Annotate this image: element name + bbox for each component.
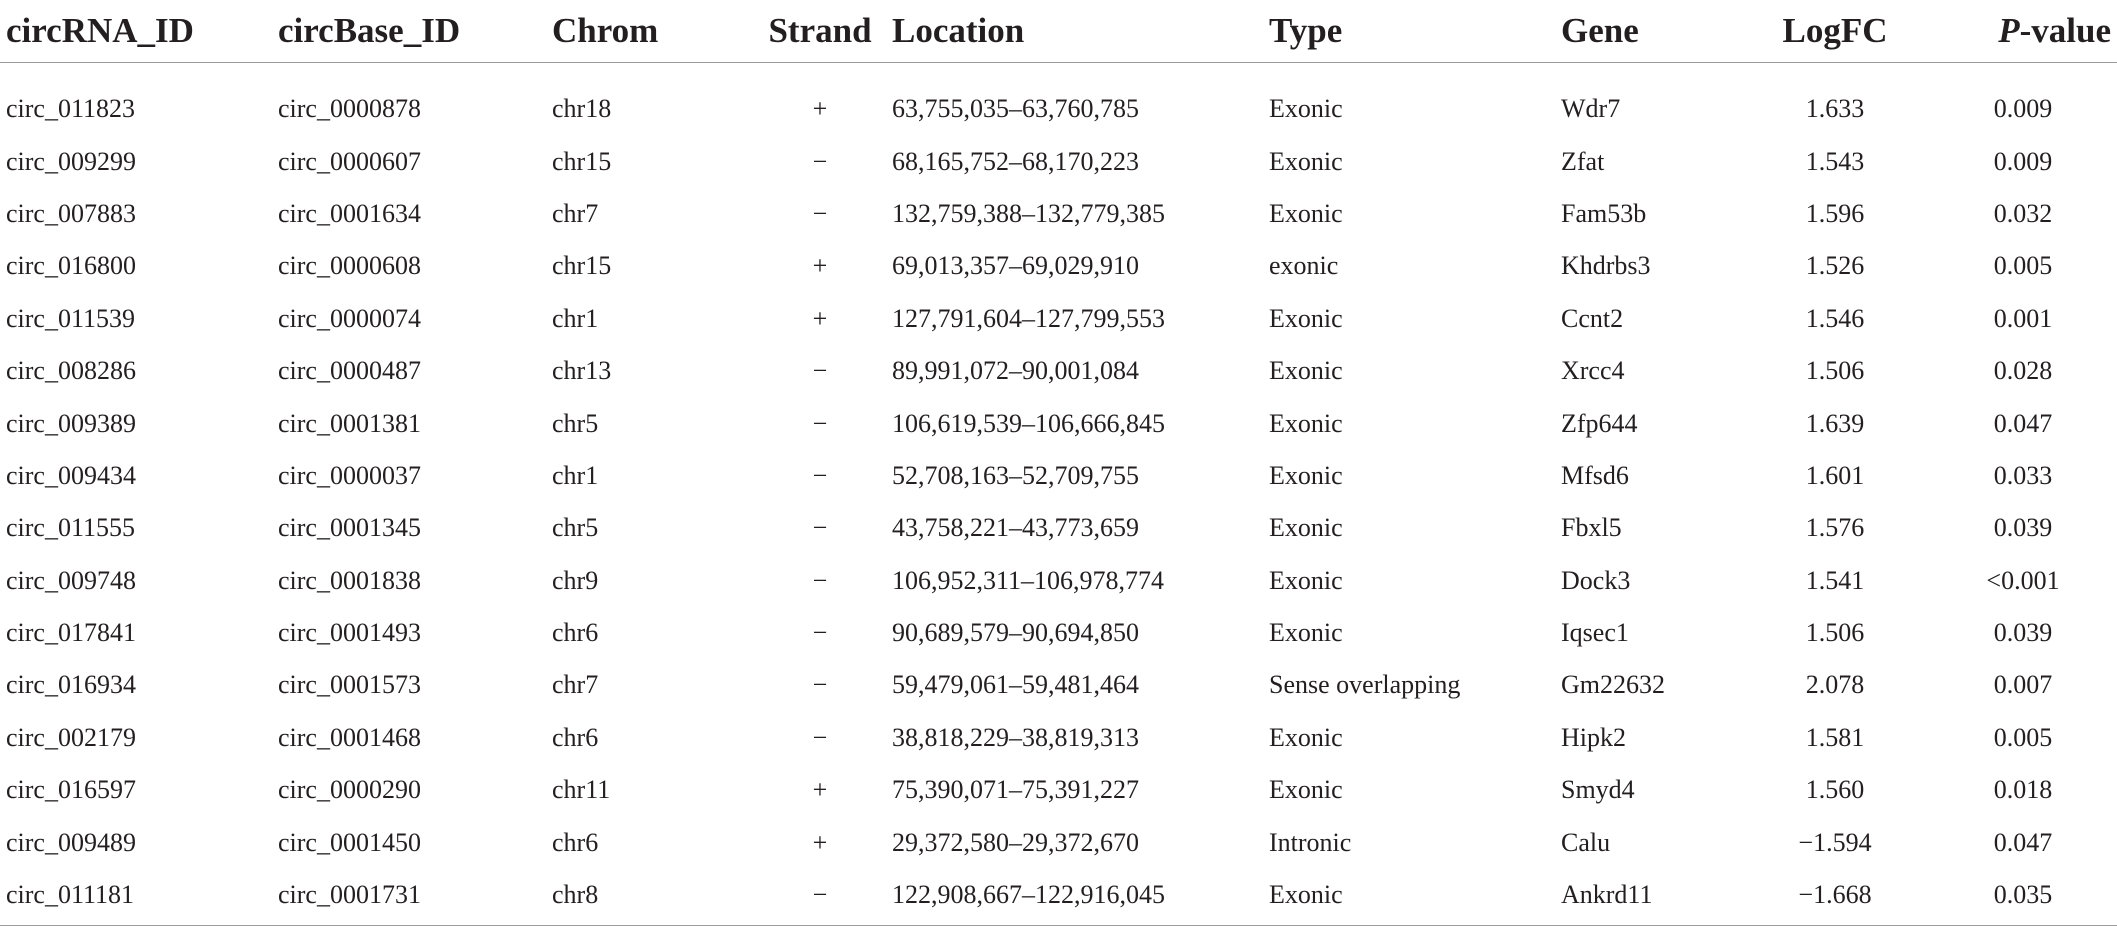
cell-location: 63,755,035–63,760,785 (892, 94, 1139, 124)
cell-type: Exonic (1269, 618, 1343, 648)
cell-circrna-id: circ_011823 (6, 94, 135, 124)
cell-circrna-id: circ_009299 (6, 146, 136, 176)
cell-pvalue: 0.018 (1993, 775, 2053, 805)
cell-strand: + (812, 775, 828, 805)
cell-logfc: 1.596 (1805, 198, 1865, 228)
table-row (0, 293, 2117, 345)
table-row (0, 712, 2117, 764)
header-strand: Strand (748, 0, 892, 63)
cell-gene: Hipk2 (1561, 722, 1626, 752)
cell-circbase-id: circ_0001838 (278, 565, 421, 595)
cell-gene: Zfat (1561, 146, 1605, 176)
cell-chrom: chr18 (552, 94, 612, 124)
table-row (0, 816, 2117, 868)
header-gene: Gene (1561, 0, 1741, 63)
cell-type: Exonic (1269, 775, 1343, 805)
cell-circrna-id: circ_009389 (6, 408, 136, 438)
cell-pvalue: 0.035 (1929, 869, 2117, 926)
header-pvalue-italic: P (1998, 11, 2020, 50)
table-row (0, 345, 2117, 397)
cell-type: Exonic (1269, 408, 1343, 438)
header-type: Type (1269, 0, 1561, 63)
cell-logfc: 1.581 (1805, 722, 1865, 752)
cell-location: 59,479,061–59,481,464 (892, 670, 1139, 700)
cell-chrom: chr1 (552, 303, 599, 333)
cell-logfc: 2.078 (1805, 670, 1865, 700)
cell-gene: Mfsd6 (1561, 460, 1629, 490)
cell-location: 69,013,357–69,029,910 (892, 251, 1139, 281)
cell-chrom: chr1 (552, 460, 599, 490)
cell-chrom: chr13 (552, 356, 612, 386)
cell-strand: − (812, 513, 828, 543)
cell-logfc: 1.601 (1805, 460, 1865, 490)
cell-gene: Iqsec1 (1561, 618, 1629, 648)
cell-pvalue: 0.028 (1993, 356, 2053, 386)
cell-gene: Ccnt2 (1561, 303, 1624, 333)
cell-chrom: chr5 (552, 513, 599, 543)
header-circrna-id: circRNA_ID (0, 0, 278, 63)
cell-gene: Fam53b (1561, 198, 1647, 228)
cell-circbase-id: circ_0001493 (278, 618, 421, 648)
cell-type: Exonic (1269, 356, 1343, 386)
cell-pvalue: 0.001 (1993, 303, 2053, 333)
cell-chrom: chr11 (552, 775, 611, 805)
table-row (0, 764, 2117, 816)
table-row (0, 188, 2117, 240)
cell-circrna-id: circ_016597 (6, 775, 136, 805)
header-logfc: LogFC (1741, 0, 1929, 63)
header-row (0, 0, 2117, 63)
cell-circrna-id: circ_011181 (0, 869, 278, 926)
cell-chrom: chr9 (552, 565, 599, 595)
cell-chrom: chr5 (552, 408, 599, 438)
cell-gene: Calu (1561, 827, 1611, 857)
cell-circrna-id: circ_011555 (6, 513, 135, 543)
cell-location: 75,390,071–75,391,227 (892, 775, 1139, 805)
cell-pvalue: 0.009 (1993, 146, 2053, 176)
cell-strand: − (812, 146, 828, 176)
cell-location: 106,952,311–106,978,774 (892, 565, 1165, 595)
cell-circrna-id: circ_007883 (6, 198, 136, 228)
cell-location: 29,372,580–29,372,670 (892, 827, 1139, 857)
table-row (0, 135, 2117, 187)
cell-circbase-id: circ_0000878 (278, 94, 421, 124)
cell-type: Exonic (1269, 460, 1343, 490)
cell-location: 90,689,579–90,694,850 (892, 618, 1139, 648)
cell-circbase-id: circ_0001450 (278, 827, 421, 857)
header-pvalue-rest: -value (2019, 11, 2111, 50)
table-header (0, 0, 2117, 63)
table-body (0, 63, 2117, 926)
cell-gene: Zfp644 (1561, 408, 1638, 438)
cell-chrom: chr6 (552, 618, 599, 648)
cell-location: 127,791,604–127,799,553 (892, 303, 1165, 333)
cell-strand: − (812, 618, 828, 648)
cell-circbase-id: circ_0000607 (278, 146, 421, 176)
cell-circrna-id: circ_017841 (6, 618, 136, 648)
cell-circrna-id: circ_009434 (6, 460, 136, 490)
cell-circbase-id: circ_0000037 (278, 460, 421, 490)
cell-chrom: chr15 (552, 146, 612, 176)
cell-strand: − (812, 356, 828, 386)
cell-gene: Ankrd11 (1561, 869, 1741, 926)
cell-type: Exonic (1269, 722, 1343, 752)
cell-strand: − (812, 565, 828, 595)
cell-strand: − (812, 408, 828, 438)
cell-gene: Wdr7 (1561, 94, 1621, 124)
cell-chrom: chr6 (552, 827, 599, 857)
cell-circrna-id: circ_016934 (6, 670, 136, 700)
cell-strand: + (812, 251, 828, 281)
cell-logfc: 1.639 (1805, 408, 1865, 438)
cell-type: Intronic (1269, 827, 1352, 857)
cell-type: Exonic (1269, 146, 1343, 176)
cell-strand: − (812, 198, 828, 228)
cell-gene: Fbxl5 (1561, 513, 1622, 543)
table-row (0, 607, 2117, 659)
cell-strand: + (812, 94, 828, 124)
header-location: Location (892, 0, 1269, 63)
cell-strand: − (812, 460, 828, 490)
cell-logfc: 1.576 (1805, 513, 1865, 543)
cell-type: Sense overlapping (1269, 670, 1461, 700)
cell-circbase-id: circ_0001381 (278, 408, 421, 438)
cell-circbase-id: circ_0001468 (278, 722, 421, 752)
cell-chrom: chr7 (552, 670, 599, 700)
table-row (0, 555, 2117, 607)
cell-logfc: 1.546 (1805, 303, 1865, 333)
cell-strand: − (812, 722, 828, 752)
cell-location: 122,908,667–122,916,045 (892, 869, 1269, 926)
cell-type: Exonic (1269, 198, 1343, 228)
cell-gene: Gm22632 (1561, 670, 1665, 700)
header-chrom: Chrom (552, 0, 748, 63)
cell-gene: Xrcc4 (1561, 356, 1625, 386)
cell-pvalue: 0.009 (1993, 94, 2053, 124)
cell-pvalue: 0.005 (1993, 722, 2053, 752)
cell-strand: + (812, 303, 828, 333)
cell-chrom: chr15 (552, 251, 612, 281)
header-circbase-id: circBase_ID (278, 0, 552, 63)
cell-strand: + (812, 827, 828, 857)
cell-pvalue: 0.032 (1993, 198, 2053, 228)
cell-logfc: 1.633 (1805, 94, 1865, 124)
cell-logfc: −1.668 (1741, 869, 1929, 926)
cell-chrom: chr6 (552, 722, 599, 752)
cell-pvalue: 0.047 (1993, 408, 2053, 438)
cell-circbase-id: circ_0000487 (278, 356, 421, 386)
cell-gene: Khdrbs3 (1561, 251, 1651, 281)
cell-circbase-id: circ_0001634 (278, 198, 421, 228)
cell-location: 43,758,221–43,773,659 (892, 513, 1139, 543)
cell-logfc: 1.506 (1805, 356, 1865, 386)
cell-logfc: 1.506 (1805, 618, 1865, 648)
cell-circrna-id: circ_002179 (6, 722, 136, 752)
cell-logfc: 1.560 (1805, 775, 1865, 805)
cell-logfc: 1.541 (1805, 565, 1865, 595)
cell-pvalue: 0.005 (1993, 251, 2053, 281)
cell-type: Exonic (1269, 303, 1343, 333)
cell-pvalue: 0.007 (1993, 670, 2053, 700)
cell-circrna-id: circ_016800 (6, 251, 136, 281)
cell-logfc: 1.526 (1805, 251, 1865, 281)
cell-type: Exonic (1269, 869, 1561, 926)
cell-circrna-id: circ_011539 (6, 303, 135, 333)
cell-circbase-id: circ_0001731 (278, 869, 552, 926)
table-row (0, 869, 2117, 926)
table-row (0, 397, 2117, 449)
cell-circbase-id: circ_0001345 (278, 513, 421, 543)
cell-circbase-id: circ_0000074 (278, 303, 421, 333)
cell-circrna-id: circ_008286 (6, 356, 136, 386)
cell-circrna-id: circ_009489 (6, 827, 136, 857)
cell-location: 106,619,539–106,666,845 (892, 408, 1165, 438)
cell-location: 52,708,163–52,709,755 (892, 460, 1139, 490)
cell-location: 68,165,752–68,170,223 (892, 146, 1139, 176)
table-row (0, 240, 2117, 292)
cell-logfc: 1.543 (1805, 146, 1865, 176)
cell-circbase-id: circ_0000608 (278, 251, 421, 281)
cell-location: 38,818,229–38,819,313 (892, 722, 1139, 752)
cell-pvalue: 0.039 (1993, 618, 2053, 648)
cell-pvalue: 0.033 (1993, 460, 2053, 490)
cell-circbase-id: circ_0000290 (278, 775, 421, 805)
cell-location: 89,991,072–90,001,084 (892, 356, 1139, 386)
table-row (0, 63, 2117, 136)
cell-pvalue: 0.039 (1993, 513, 2053, 543)
header-pvalue (1929, 0, 2117, 63)
cell-location: 132,759,388–132,779,385 (892, 198, 1165, 228)
cell-type: Exonic (1269, 513, 1343, 543)
cell-strand: − (812, 670, 828, 700)
cell-pvalue: <0.001 (1986, 565, 2060, 595)
cell-logfc: −1.594 (1798, 827, 1872, 857)
cell-pvalue: 0.047 (1993, 827, 2053, 857)
cell-circrna-id: circ_009748 (6, 565, 136, 595)
cell-circbase-id: circ_0001573 (278, 670, 421, 700)
cell-type: Exonic (1269, 94, 1343, 124)
cell-chrom: chr7 (552, 198, 599, 228)
cell-type: Exonic (1269, 565, 1343, 595)
table-row (0, 502, 2117, 554)
cell-chrom: chr8 (552, 869, 748, 926)
cell-gene: Smyd4 (1561, 775, 1635, 805)
cell-gene: Dock3 (1561, 565, 1631, 595)
table-row (0, 450, 2117, 502)
cell-type: exonic (1269, 251, 1339, 281)
cell-strand: − (748, 869, 892, 926)
table-row (0, 659, 2117, 711)
